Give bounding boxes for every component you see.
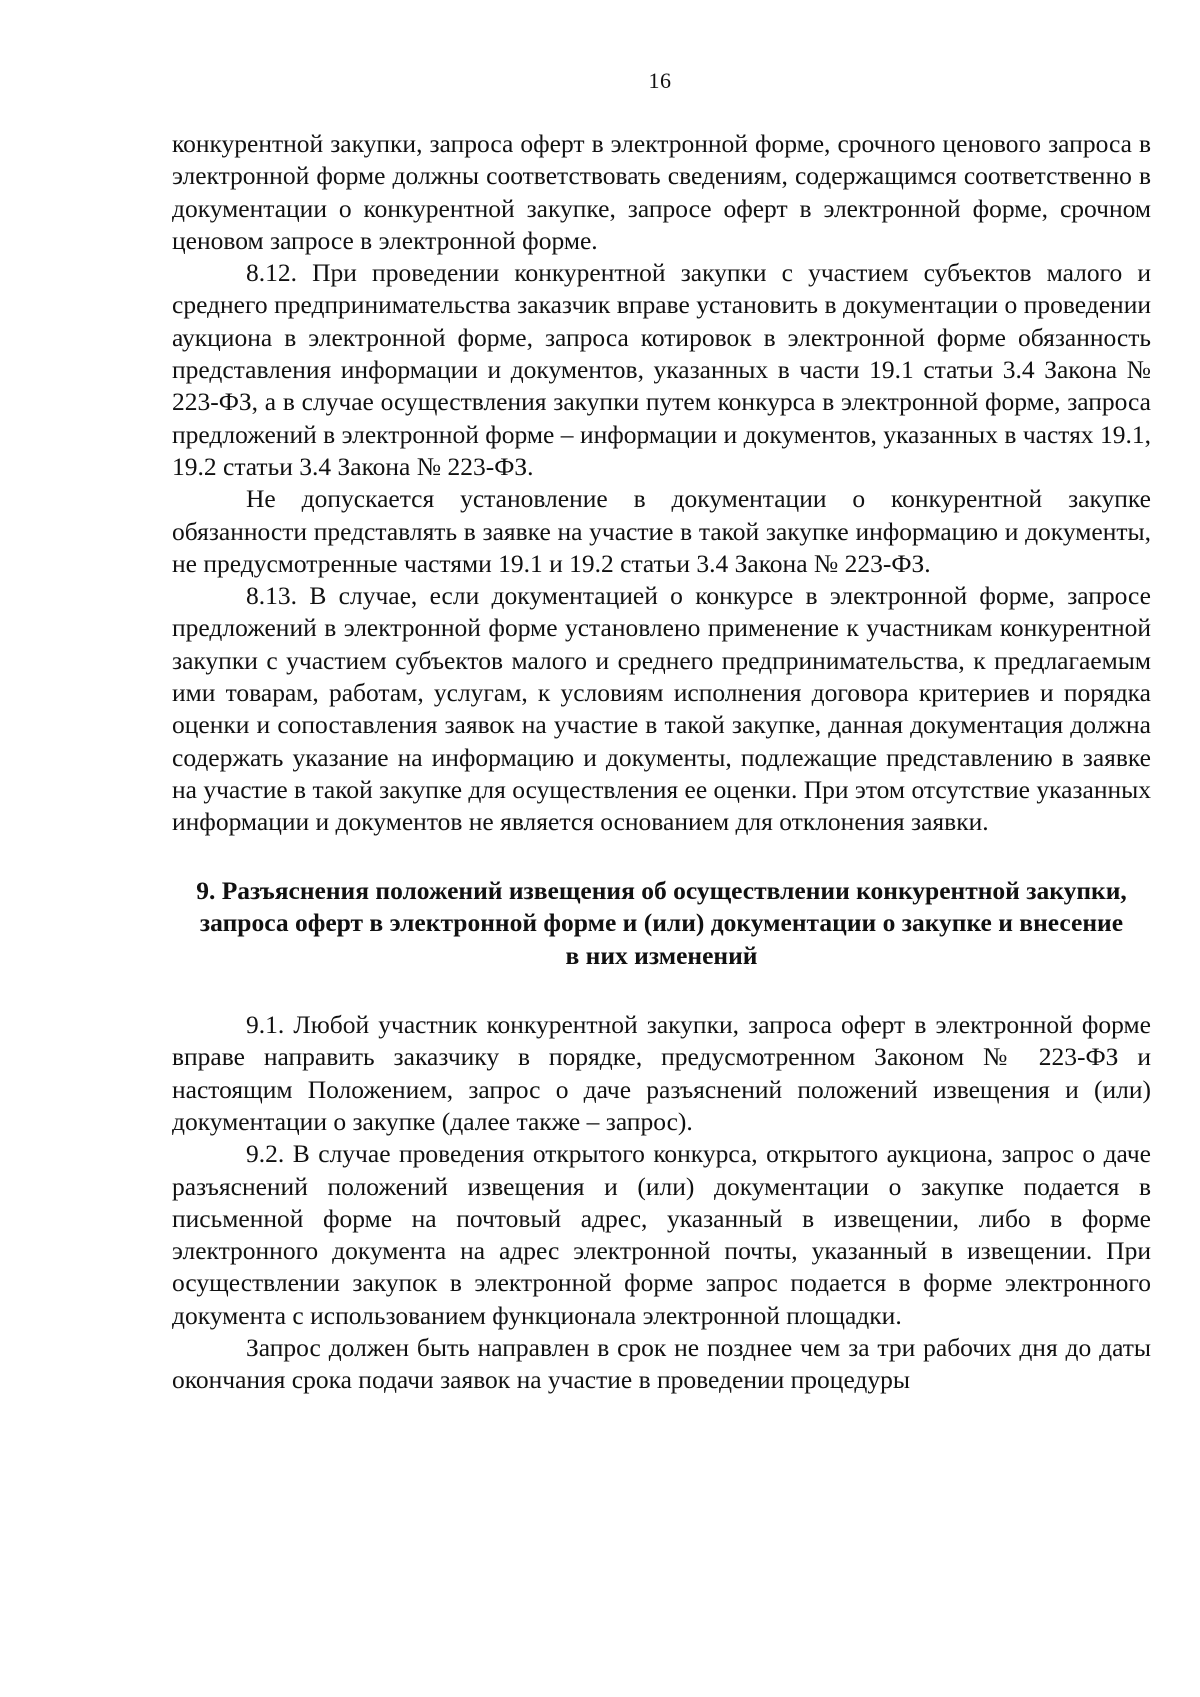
paragraph-9-2: 9.2. В случае проведения открытого конкурса, открытого аукциона, запрос о даче разъяснений положений извещения и (или) документации о закупке подается в письменной форме на почтовый адрес, указанный в извещении, либо в форме электронного документа на адрес электронной почты, указанный в извещении. При осуществлении закупок в электронной форме запрос подается в форме электронного документа с использованием функционала электронной площадки. — [172, 1139, 1151, 1330]
paragraph-8-12: 8.12. При проведении конкурентной закупки с участием субъектов малого и среднего предпринимательства заказчик вправе установить в документации о проведении аукциона в электронной форме, запроса котировок в электронной форме обязанность представления информации и документов, указанных в части 19.1 статьи 3.4 Закона № 223-ФЗ, а в случае осуществления закупки путем конкурса в электронной форме, запроса предложений в электронной форме – информации и документов, указанных в частях 19.1, 19.2 статьи 3.4 Закона № 223-ФЗ. — [172, 258, 1151, 481]
document-body — [172, 128, 1151, 1397]
paragraph-continuation: конкурентной закупки, запроса оферт в электронной форме, срочного ценового запроса в электронной форме должны соответствовать сведениям, содержащимся соответственно в документации о конкурентной закупке, запросе оферт в электронной форме, срочном ценовом запросе в электронной форме. — [172, 129, 1151, 255]
paragraph-8-13: 8.13. В случае, если документацией о конкурсе в электронной форме, запросе предложений в электронной форме установлено применение к участникам конкурентной закупки с участием субъектов малого и среднего предпринимательства, к предлагаемым ими товарам, работам, услугам, к условиям исполнения договора критериев и порядка оценки и сопоставления заявок на участие в такой закупке, данная документация должна содержать указание на информацию и документы, подлежащие представлению в заявке на участие в такой закупке для осуществления ее оценки. При этом отсутствие указанных информации и документов не является основанием для отклонения заявки. — [172, 581, 1151, 837]
paragraph-8-12-restriction: Не допускается установление в документации о конкурентной закупке обязанности представлять в заявке на участие в такой закупке информацию и документы, не предусмотренные частями 19.1 и 19.2 статьи 3.4 Закона № 223-ФЗ. — [172, 484, 1151, 578]
paragraph-9-1: 9.1. Любой участник конкурентной закупки, запроса оферт в электронной форме вправе направить заказчику в порядке, предусмотренном Законом № 223-ФЗ и настоящим Положением, запрос о даче разъяснений положений извещения и (или) документации о закупке (далее также – запрос). — [172, 1010, 1151, 1136]
page-number: 16 — [648, 68, 672, 93]
section-9-heading: 9. Разъяснения положений извещения об осуществлении конкурентной закупки, запроса оферт в электронной форме и (или) документации о закупке и внесение в них изменений — [196, 875, 1127, 970]
paragraph-9-2-deadline: Запрос должен быть направлен в срок не позднее чем за три рабочих дня до даты окончания срока подачи заявок на участие в проведении процедуры — [172, 1333, 1151, 1395]
